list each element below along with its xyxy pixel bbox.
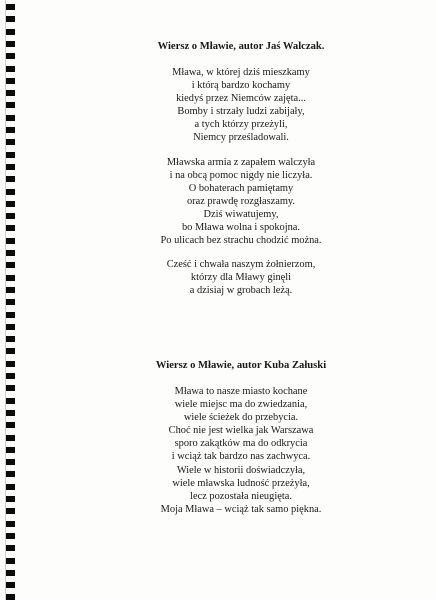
binding-hole (6, 16, 15, 22)
verse-line: wiele mławska ludność przeżyła, (172, 477, 310, 489)
binding-hole (6, 348, 15, 354)
verse-line: wiele miejsc ma do zwiedzania, (174, 399, 308, 411)
binding-hole (6, 176, 15, 182)
binding-hole (6, 496, 15, 502)
verse-line: Cześć i chwała naszym żołnierzom, (166, 259, 316, 271)
verse-line: sporo zakątków ma do odkrycia (174, 438, 308, 450)
binding-hole (6, 533, 15, 539)
verse-line: wiele ścieżek do przebycia. (183, 412, 299, 424)
binding-hole (6, 508, 15, 514)
binding-hole (6, 90, 15, 96)
verse-line: kiedyś przez Niemców zajęta... (176, 93, 306, 105)
binding-hole (6, 299, 15, 305)
binding-hole (6, 139, 15, 145)
stanza (60, 156, 422, 248)
binding-hole (6, 275, 15, 281)
binding-hole (6, 66, 15, 72)
verse-line: Mława, w której dziś mieszkamy (172, 67, 310, 78)
stanza (60, 66, 422, 145)
binding-hole (6, 250, 15, 256)
binding-hole (6, 447, 15, 453)
binding-hole (6, 558, 15, 564)
verse-line: bo Mława wolna i spokojna. (181, 222, 301, 234)
binding-hole (6, 398, 15, 404)
verse-line: i którą bardzo kochamy (191, 80, 291, 92)
verse-line: lecz pozostała nieugięta. (190, 490, 292, 502)
binding-hole (6, 164, 15, 170)
binding-hole (6, 262, 15, 268)
binding-hole (6, 459, 15, 465)
spiral-binding (0, 0, 16, 600)
binding-hole (6, 189, 15, 195)
binding-hole (6, 410, 15, 416)
stanza (60, 385, 422, 516)
verse-line: Choć nie jest wielka jak Warszawa (168, 425, 314, 437)
verse-line: a tych którzy przeżyli, (194, 119, 288, 131)
binding-hole (6, 201, 15, 207)
poem-title: Wiersz o Mławie, autor Jaś Walczak. (157, 41, 325, 52)
verse-line: i wciąż tak bardzo nas zachwyca. (171, 451, 311, 463)
binding-hole (6, 521, 15, 527)
verse-line: Moja Mława – wciąż tak samo piękna. (160, 503, 322, 515)
binding-hole (6, 127, 15, 133)
binding-hole (6, 582, 15, 588)
binding-hole (6, 29, 15, 35)
binding-hole (6, 238, 15, 244)
verse-line: Niemcy prześladowali. (193, 132, 289, 144)
binding-hole (6, 484, 15, 490)
verse-line: a dzisiaj w grobach leżą. (189, 285, 293, 297)
verse-line: którzy dla Mławy ginęli (190, 272, 292, 284)
verse-line: Wiele w historii doświadczyła, (176, 464, 306, 476)
verse-line: Dziś wiwatujemy, (203, 208, 279, 220)
binding-hole (6, 312, 15, 318)
verse-line: Po ulicach bez strachu chodzić można. (160, 235, 322, 247)
verse-line: oraz prawdę rozgłaszamy. (186, 195, 296, 207)
binding-hole (6, 4, 15, 10)
binding-hole (6, 361, 15, 367)
stanza (60, 258, 422, 297)
binding-hole (6, 152, 15, 158)
verse-line: Mława to nasze miasto kochane (174, 386, 308, 397)
binding-hole (6, 225, 15, 231)
binding-hole (6, 336, 15, 342)
poem-title: Wiersz o Mławie, autor Kuba Załuski (155, 360, 327, 371)
verse-line: Mławska armia z zapałem walczyła (166, 156, 316, 168)
binding-hole (6, 385, 15, 391)
binding-hole (6, 570, 15, 576)
binding-hole (6, 78, 15, 84)
binding-hole (6, 594, 15, 600)
verse-line: Bomby i strzały ludzi zabijały, (177, 106, 305, 118)
binding-hole (6, 373, 15, 379)
binding-hole (6, 102, 15, 108)
binding-hole (6, 422, 15, 428)
binding-hole (6, 213, 15, 219)
verse-line: i na obcą pomoc nigdy nie liczyła. (169, 169, 313, 181)
poem-zaluski (60, 359, 422, 527)
binding-hole (6, 53, 15, 59)
binding-hole (6, 324, 15, 330)
verse-line: O bohaterach pamiętamy (188, 182, 294, 194)
binding-hole (6, 471, 15, 477)
binding-hole (6, 287, 15, 293)
binding-hole (6, 41, 15, 47)
binding-hole (6, 115, 15, 121)
poem-walczak (60, 40, 422, 309)
binding-hole (6, 545, 15, 551)
binding-hole (6, 435, 15, 441)
